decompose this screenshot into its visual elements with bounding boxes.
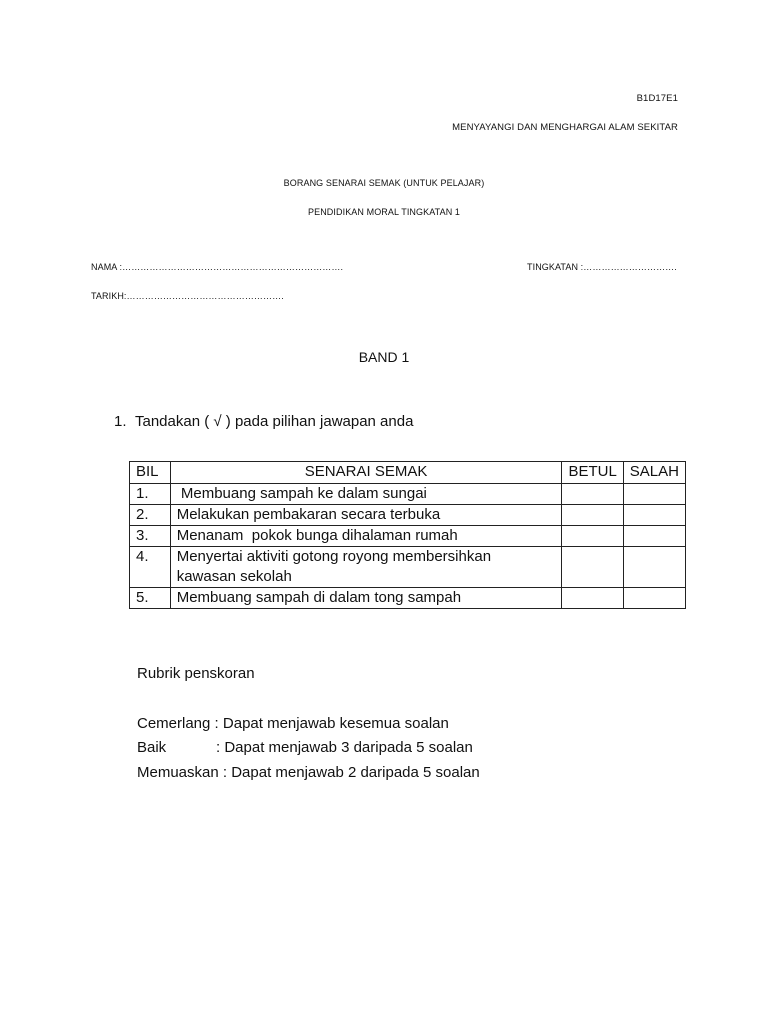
table-row [130, 588, 686, 609]
betul-checkbox-cell[interactable] [562, 588, 623, 609]
rubric-separator: : [218, 764, 232, 781]
betul-checkbox-cell[interactable] [562, 526, 623, 547]
rubric-title: Rubrik penskoran [137, 665, 255, 682]
row-item: Melakukan pembakaran secara terbuka [170, 505, 562, 526]
rubric-line-baik [137, 739, 473, 756]
rubric-line-cemerlang [137, 715, 449, 732]
betul-checkbox-cell[interactable] [562, 547, 623, 588]
class-field: TINGKATAN :…………………………. [527, 262, 677, 272]
rubric-label: Cemerlang [137, 715, 211, 732]
header-senarai-semak: SENARAI SEMAK [170, 462, 562, 484]
row-item-line1: Menyertai aktiviti gotong royong membersihkan [176, 548, 492, 565]
rubric-text: Dapat menjawab kesemua soalan [222, 715, 449, 732]
instruction-number: 1. [114, 413, 127, 430]
salah-checkbox-cell[interactable] [623, 547, 685, 588]
row-number: 2. [130, 505, 171, 526]
document-code: B1D17E1 [636, 93, 678, 104]
rubric-label: Memuaskan [137, 764, 219, 781]
row-number: 4. [130, 547, 171, 588]
header-bil: BIL [130, 462, 171, 484]
row-number: 3. [130, 526, 171, 547]
subject-title: PENDIDIKAN MORAL TINGKATAN 1 [308, 207, 460, 217]
rubric-text: Dapat menjawab 3 daripada 5 soalan [224, 739, 473, 756]
table-row [130, 526, 686, 547]
row-item: Membuang sampah ke dalam sungai [170, 484, 562, 505]
row-item [170, 547, 562, 588]
rubric-separator: : [216, 739, 225, 756]
salah-checkbox-cell[interactable] [623, 526, 685, 547]
table-row [130, 505, 686, 526]
row-number: 1. [130, 484, 171, 505]
date-field: TARIKH:……………………………………………. [91, 291, 284, 301]
band-heading: BAND 1 [358, 349, 410, 365]
betul-checkbox-cell[interactable] [562, 484, 623, 505]
form-title: BORANG SENARAI SEMAK (UNTUK PELAJAR) [283, 178, 485, 188]
topic-title: MENYAYANGI DAN MENGHARGAI ALAM SEKITAR [452, 122, 678, 133]
table-header-row [130, 462, 686, 484]
row-number: 5. [130, 588, 171, 609]
row-item: Membuang sampah di dalam tong sampah [170, 588, 562, 609]
salah-checkbox-cell[interactable] [623, 505, 685, 526]
betul-checkbox-cell[interactable] [562, 505, 623, 526]
rubric-line-memuaskan [137, 764, 480, 781]
row-item-line2: kawasan sekolah [176, 568, 292, 585]
name-field: NAMA :………………………………………………………………. [91, 262, 344, 272]
salah-checkbox-cell[interactable] [623, 484, 685, 505]
table-row [130, 484, 686, 505]
rubric-text: Dapat menjawab 2 daripada 5 soalan [231, 764, 480, 781]
rubric-separator: : [210, 715, 223, 732]
row-item: Menanam pokok bunga dihalaman rumah [170, 526, 562, 547]
header-betul: BETUL [562, 462, 623, 484]
header-salah: SALAH [623, 462, 685, 484]
table-row [130, 547, 686, 588]
salah-checkbox-cell[interactable] [623, 588, 685, 609]
rubric-label: Baik [137, 739, 167, 756]
instruction [114, 413, 413, 430]
instruction-text: Tandakan ( √ ) pada pilihan jawapan anda [135, 413, 414, 430]
checklist-table [129, 461, 686, 609]
